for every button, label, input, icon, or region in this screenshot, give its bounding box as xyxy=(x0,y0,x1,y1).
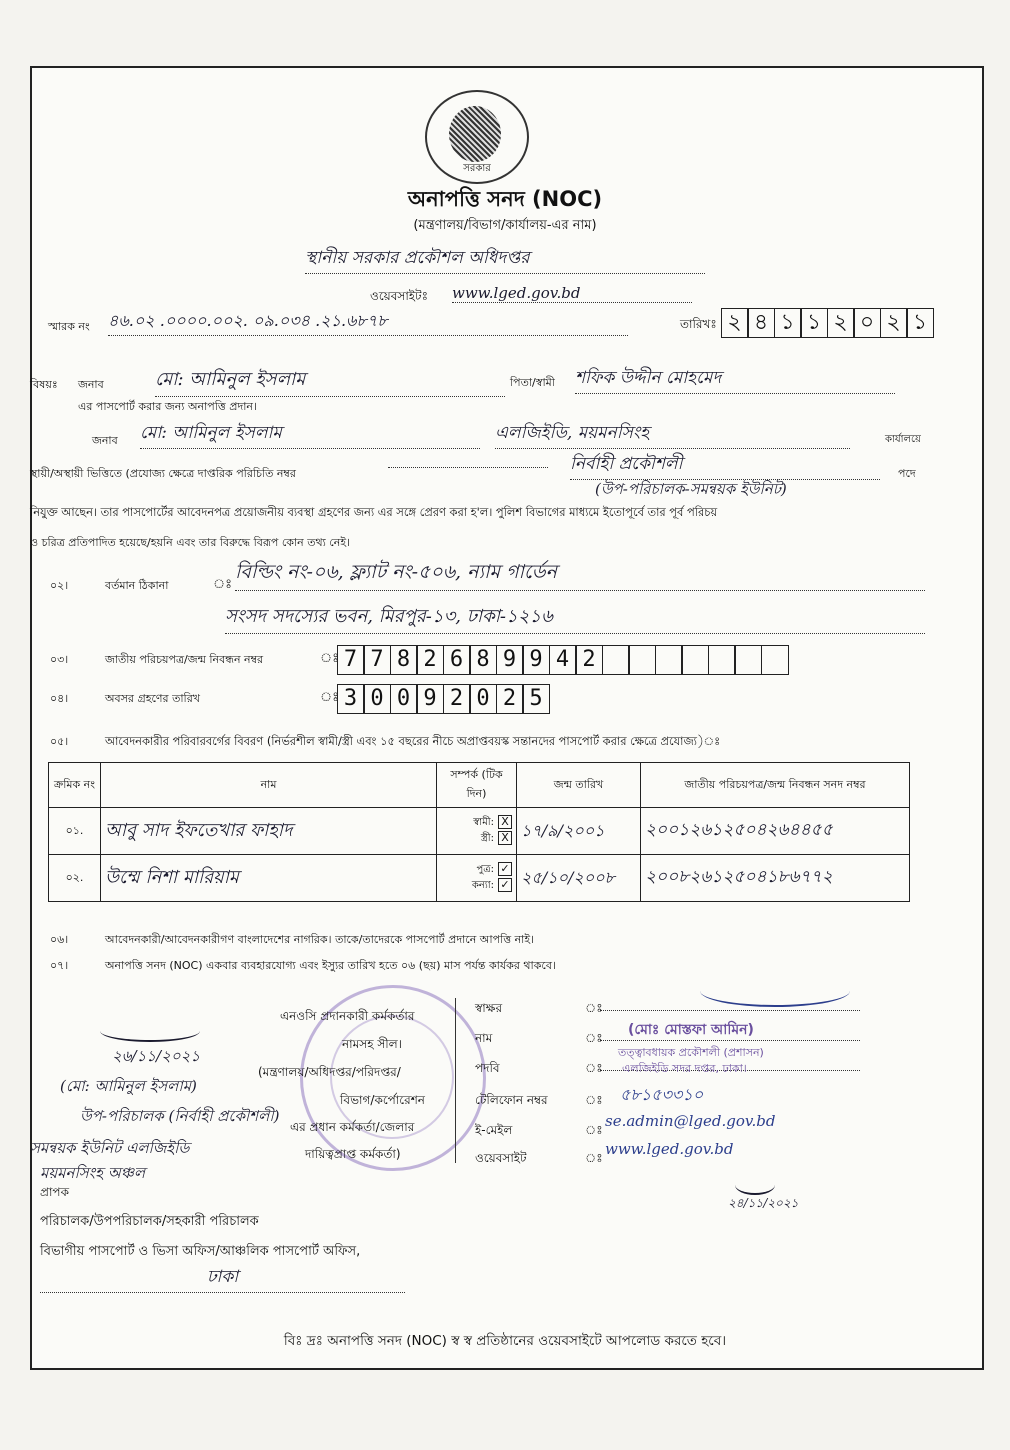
nid-digit-box: 7 xyxy=(337,645,365,675)
date-digit-box: ১ xyxy=(906,308,934,338)
father-label: পিতা/স্বামী xyxy=(510,376,555,389)
applicant-office: এলজিইডি, ময়মনসিংহ xyxy=(495,420,850,449)
relation-label: স্বামী: xyxy=(473,817,494,828)
col-nid: জাতীয় পরিচয়পত্র/জন্ম নিবন্ধন সনদ নম্বর xyxy=(641,763,910,808)
date-boxes xyxy=(722,308,934,338)
stamp-name: (মোঃ মোস্তফা আমিন) xyxy=(628,1022,754,1038)
mr-label: জনাব xyxy=(78,378,104,391)
office-name: স্থানীয় সরকার প্রকৌশল অধিদপ্তর xyxy=(305,245,705,274)
father-name: শফিক উদ্দীন মোহমেদ xyxy=(575,365,895,394)
address-label: বর্তমান ঠিকানা xyxy=(105,579,169,592)
nid-digit-box: 2 xyxy=(416,645,444,675)
date-digit-box: ২ xyxy=(721,308,749,338)
col-serial: ক্রমিক নং xyxy=(49,763,101,808)
stamp-post: তত্ত্বাবধায়ক প্রকৌশলী (প্রশাসন) xyxy=(618,1046,764,1059)
item-02-num: ০২। xyxy=(50,579,69,592)
applicant-note-1: (মো: আমিনুল ইসলাম) xyxy=(60,1077,197,1095)
field-email: ই-মেইল xyxy=(475,1123,513,1137)
relation-label: কন্যা: xyxy=(471,880,494,891)
field-phone: টেলিফোন নম্বর xyxy=(475,1093,548,1107)
date-label: তারিখঃ xyxy=(680,317,717,331)
date-digit-box: ৪ xyxy=(747,308,775,338)
row-nid: ২০০৮২৬১২৫০৪১৮৬৭৭২ xyxy=(641,855,910,902)
family-table-header xyxy=(49,763,910,808)
table-row xyxy=(49,808,910,855)
col-dob: জন্ম তারিখ xyxy=(517,763,641,808)
applicant-note-2: উপ-পরিচালক (নির্বাহী প্রকৌশলী) xyxy=(80,1107,280,1125)
bracket-line xyxy=(455,998,462,1163)
issuer-label-3: (মন্ত্রণালয়/অধিদপ্তর/পরিদপ্তর/ xyxy=(258,1065,401,1079)
email-value: se.admin@lged.gov.bd xyxy=(605,1112,776,1130)
issuer-label-6: দায়িত্বপ্রাপ্ত কর্মকর্তা) xyxy=(305,1147,401,1161)
nid-digit-box xyxy=(761,645,789,675)
checkbox[interactable]: ✓ xyxy=(498,878,512,892)
row-nid: ২০০১২৬১২৫০৪২৬৪৪৫৫ xyxy=(641,808,910,855)
retire-boxes xyxy=(338,684,550,714)
item-07-text: অনাপত্তি সনদ (NOC) একবার ব্যবহারযোগ্য এবং ইস্যুর তারিখ হতে ০৬ (ছয়) মাস পর্যন্ত কার্যকর থাকবে। xyxy=(105,959,556,972)
address-line-1: বিল্ডিং নং-০৬, ফ্ল্যাট নং-৫০৬, ন্যাম গার্ডেন xyxy=(235,558,925,591)
nid-digit-box xyxy=(655,645,683,675)
post-note: (উপ-পরিচালক-সমন্বয়ক ইউনিট) xyxy=(595,480,787,498)
table-row xyxy=(49,855,910,902)
nid-digit-box xyxy=(734,645,762,675)
mr-label-2: জনাব xyxy=(92,434,118,447)
nid-colon: ঃ xyxy=(320,651,340,666)
nid-digit-box: 7 xyxy=(363,645,391,675)
government-seal xyxy=(425,90,529,184)
field-sign: স্বাক্ষর xyxy=(475,1001,503,1015)
nid-digit-box xyxy=(681,645,709,675)
checkbox[interactable]: X xyxy=(498,831,512,845)
date-digit-box: ১ xyxy=(800,308,828,338)
applicant-sign-date: ২৬/১১/২০২১ xyxy=(112,1047,201,1065)
row-serial: ০১. xyxy=(49,808,101,855)
memo-label: স্মারক নং xyxy=(48,320,90,333)
colon: ঃ xyxy=(585,1151,603,1165)
retire-digit-box: 3 xyxy=(337,684,365,714)
date-digit-box: ১ xyxy=(774,308,802,338)
office-suffix: কার্যালয়ে xyxy=(885,434,921,445)
address-colon: ঃ xyxy=(213,577,233,592)
initial-date: ২৪/১১/২০২১ xyxy=(728,1196,799,1210)
recipient-line-1: পরিচালক/উপপরিচালক/সহকারী পরিচালক xyxy=(40,1214,259,1229)
nid-digit-box xyxy=(708,645,736,675)
nid-label: জাতীয় পরিচয়পত্র/জন্ম নিবন্ধন নম্বর xyxy=(105,653,264,666)
retire-digit-box: 2 xyxy=(443,684,471,714)
colon: ঃ xyxy=(585,1031,603,1045)
nid-digit-box xyxy=(602,645,630,675)
recipient-label: প্রাপক xyxy=(40,1185,69,1199)
web-value: www.lged.gov.bd xyxy=(605,1140,734,1158)
applicant-name: মো: আমিনুল ইসলাম xyxy=(155,365,505,397)
checkbox[interactable]: ✓ xyxy=(498,862,512,876)
retire-label: অবসর গ্রহণের তারিখ xyxy=(105,692,200,705)
website-label: ওয়েবসাইটঃ xyxy=(370,289,428,303)
colon: ঃ xyxy=(585,1001,603,1015)
item-06-text: আবেদনকারী/আবেদনকারীগণ বাংলাদেশের নাগরিক। তাকে/তাদেরকে পাসপোর্ট প্রদানে আপত্তি নাই। xyxy=(105,933,535,946)
seal-emblem-icon xyxy=(449,106,501,162)
stamp-office: এলজিইডি সদর দপ্তর, ঢাকা। xyxy=(622,1062,747,1075)
col-relation: সম্পর্ক (টিক দিন) xyxy=(437,763,517,808)
applicant-name-2: মো: আমিনুল ইসলাম xyxy=(140,420,480,449)
family-table xyxy=(48,762,910,902)
id-dots xyxy=(388,467,548,468)
retire-digit-box: 0 xyxy=(390,684,418,714)
recipient-line-2: বিভাগীয় পাসপোর্ট ও ভিসা অফিস/আঞ্চলিক পাসপোর্ট অফিস, xyxy=(40,1244,361,1259)
row-name: আবু সাদ ইফতেখার ফাহাদ xyxy=(101,808,437,855)
row-name: উম্মে নিশা মারিয়াম xyxy=(101,855,437,902)
colon: ঃ xyxy=(585,1123,603,1137)
colon: ঃ xyxy=(585,1061,603,1075)
issuer-label-4: বিভাগ/কর্পোরেশন xyxy=(340,1093,425,1107)
field-name: নাম xyxy=(475,1031,493,1045)
nid-digit-box: 8 xyxy=(390,645,418,675)
initial-signature xyxy=(735,1175,775,1195)
phone-value: ৫৮১৫৩৩১০ xyxy=(620,1085,704,1104)
date-digit-box: ২ xyxy=(827,308,855,338)
subject-line2: এর পাসপোর্ট করার জন্য অনাপত্তি প্রদান। xyxy=(78,400,257,413)
row-serial: ০২. xyxy=(49,855,101,902)
officer-signature xyxy=(700,975,850,1007)
retire-digit-box: 2 xyxy=(496,684,524,714)
applicant-note-4: ময়মনসিংহ অঞ্চল xyxy=(40,1164,146,1182)
checkbox[interactable]: X xyxy=(498,815,512,829)
seal-label: সরকার xyxy=(463,163,491,174)
nid-digit-box: 2 xyxy=(575,645,603,675)
relation-label: স্ত্রী: xyxy=(480,833,494,844)
retire-digit-box: 0 xyxy=(469,684,497,714)
website-value: www.lged.gov.bd xyxy=(452,284,692,303)
item-03-num: ০৩। xyxy=(50,653,69,666)
nid-digit-box: 9 xyxy=(522,645,550,675)
field-web: ওয়েবসাইট xyxy=(475,1151,527,1165)
paragraph-2: ও চরিত্র প্রতিপাদিত হয়েছে/হয়নি এবং তার বিরুদ্ধে বিরূপ কোন তথ্য নেই। xyxy=(30,536,350,549)
retire-digit-box: 9 xyxy=(416,684,444,714)
item-06-num: ০৬। xyxy=(50,933,69,946)
sign-dots xyxy=(600,1010,860,1011)
item-05-num: ০৫। xyxy=(50,735,69,748)
nid-boxes xyxy=(338,645,789,675)
relation-label: পুত্র: xyxy=(476,864,494,875)
nid-digit-box: 6 xyxy=(443,645,471,675)
nid-digit-box: 8 xyxy=(469,645,497,675)
col-name: নাম xyxy=(101,763,437,808)
issuer-label-2: নামসহ সীল। xyxy=(342,1037,402,1051)
form-title: অনাপত্তি সনদ (NOC) xyxy=(407,187,603,211)
id-line: স্থায়ী/অস্থায়ী ভিত্তিতে (প্রযোজ্য ক্ষেত্রে দাপ্তরিক পরিচিতি নম্বর xyxy=(30,467,296,480)
row-dob: ১৭/৯/২০০১ xyxy=(517,808,641,855)
family-heading: আবেদনকারীর পরিবারবর্গের বিবরণ (নির্ভরশীল স্বামী/স্ত্রী এবং ১৫ বছরের নীচে অপ্রাপ্তবয়স্ক সন্তানদের পাসপোর্ট করার ক্ষেত্রে প্রযোজ্য)ঃ xyxy=(105,734,721,748)
nid-digit-box xyxy=(628,645,656,675)
colon: ঃ xyxy=(585,1093,603,1107)
issuer-label-1: এনওসি প্রদানকারী কর্মকর্তার xyxy=(280,1009,415,1023)
subject-label: বিষয়ঃ xyxy=(30,378,58,391)
retire-digit-box: 0 xyxy=(363,684,391,714)
retire-digit-box: 5 xyxy=(522,684,550,714)
nid-digit-box: 4 xyxy=(549,645,577,675)
paragraph-1: নিযুক্ত আছেন। তার পাসপোর্টের আবেদনপত্র প্রয়োজনীয় ব্যবস্থা গ্রহণের জন্য এর সঙ্গে প্রেরণ করা হ'ল। পুলিশ বিভাগের মাধ্যমে ইতোপূর্বে তার পূর্ব পরিচয় xyxy=(30,505,718,519)
memo-number: ৪৬.০২ .০০০০.০০২. ০৯.০৩৪ .২১.৬৮৭৮ xyxy=(108,308,628,336)
recipient-city: ঢাকা xyxy=(40,1264,405,1293)
retire-colon: ঃ xyxy=(320,690,340,705)
form-subtitle: (মন্ত্রণালয়/বিভাগ/কার্যালয়-এর নাম) xyxy=(413,218,597,233)
applicant-signature xyxy=(100,1020,200,1042)
item-04-num: ০৪। xyxy=(50,692,69,705)
field-post: পদবি xyxy=(475,1061,500,1075)
applicant-note-3: সমন্বয়ক ইউনিট এলজিইডি xyxy=(30,1139,190,1157)
date-digit-box: ২ xyxy=(880,308,908,338)
post-suffix: পদে xyxy=(898,467,916,480)
date-digit-box: ০ xyxy=(853,308,881,338)
post-name: নির্বাহী প্রকৌশলী xyxy=(570,451,880,480)
footer-note: বিঃ দ্রঃ অনাপত্তি সনদ (NOC) স্ব স্ব প্রতিষ্ঠানের ওয়েবসাইটে আপলোড করতে হবে। xyxy=(283,1333,727,1349)
nid-digit-box: 9 xyxy=(496,645,524,675)
issuer-label-5: এর প্রধান কর্মকর্তা/জেলার xyxy=(290,1120,415,1134)
row-dob: ২৫/১০/২০০৮ xyxy=(517,855,641,902)
item-07-num: ০৭। xyxy=(50,959,69,972)
address-line-2: সংসদ সদস্যের ভবন, মিরপুর-১৩, ঢাকা-১২১৬ xyxy=(225,602,925,634)
